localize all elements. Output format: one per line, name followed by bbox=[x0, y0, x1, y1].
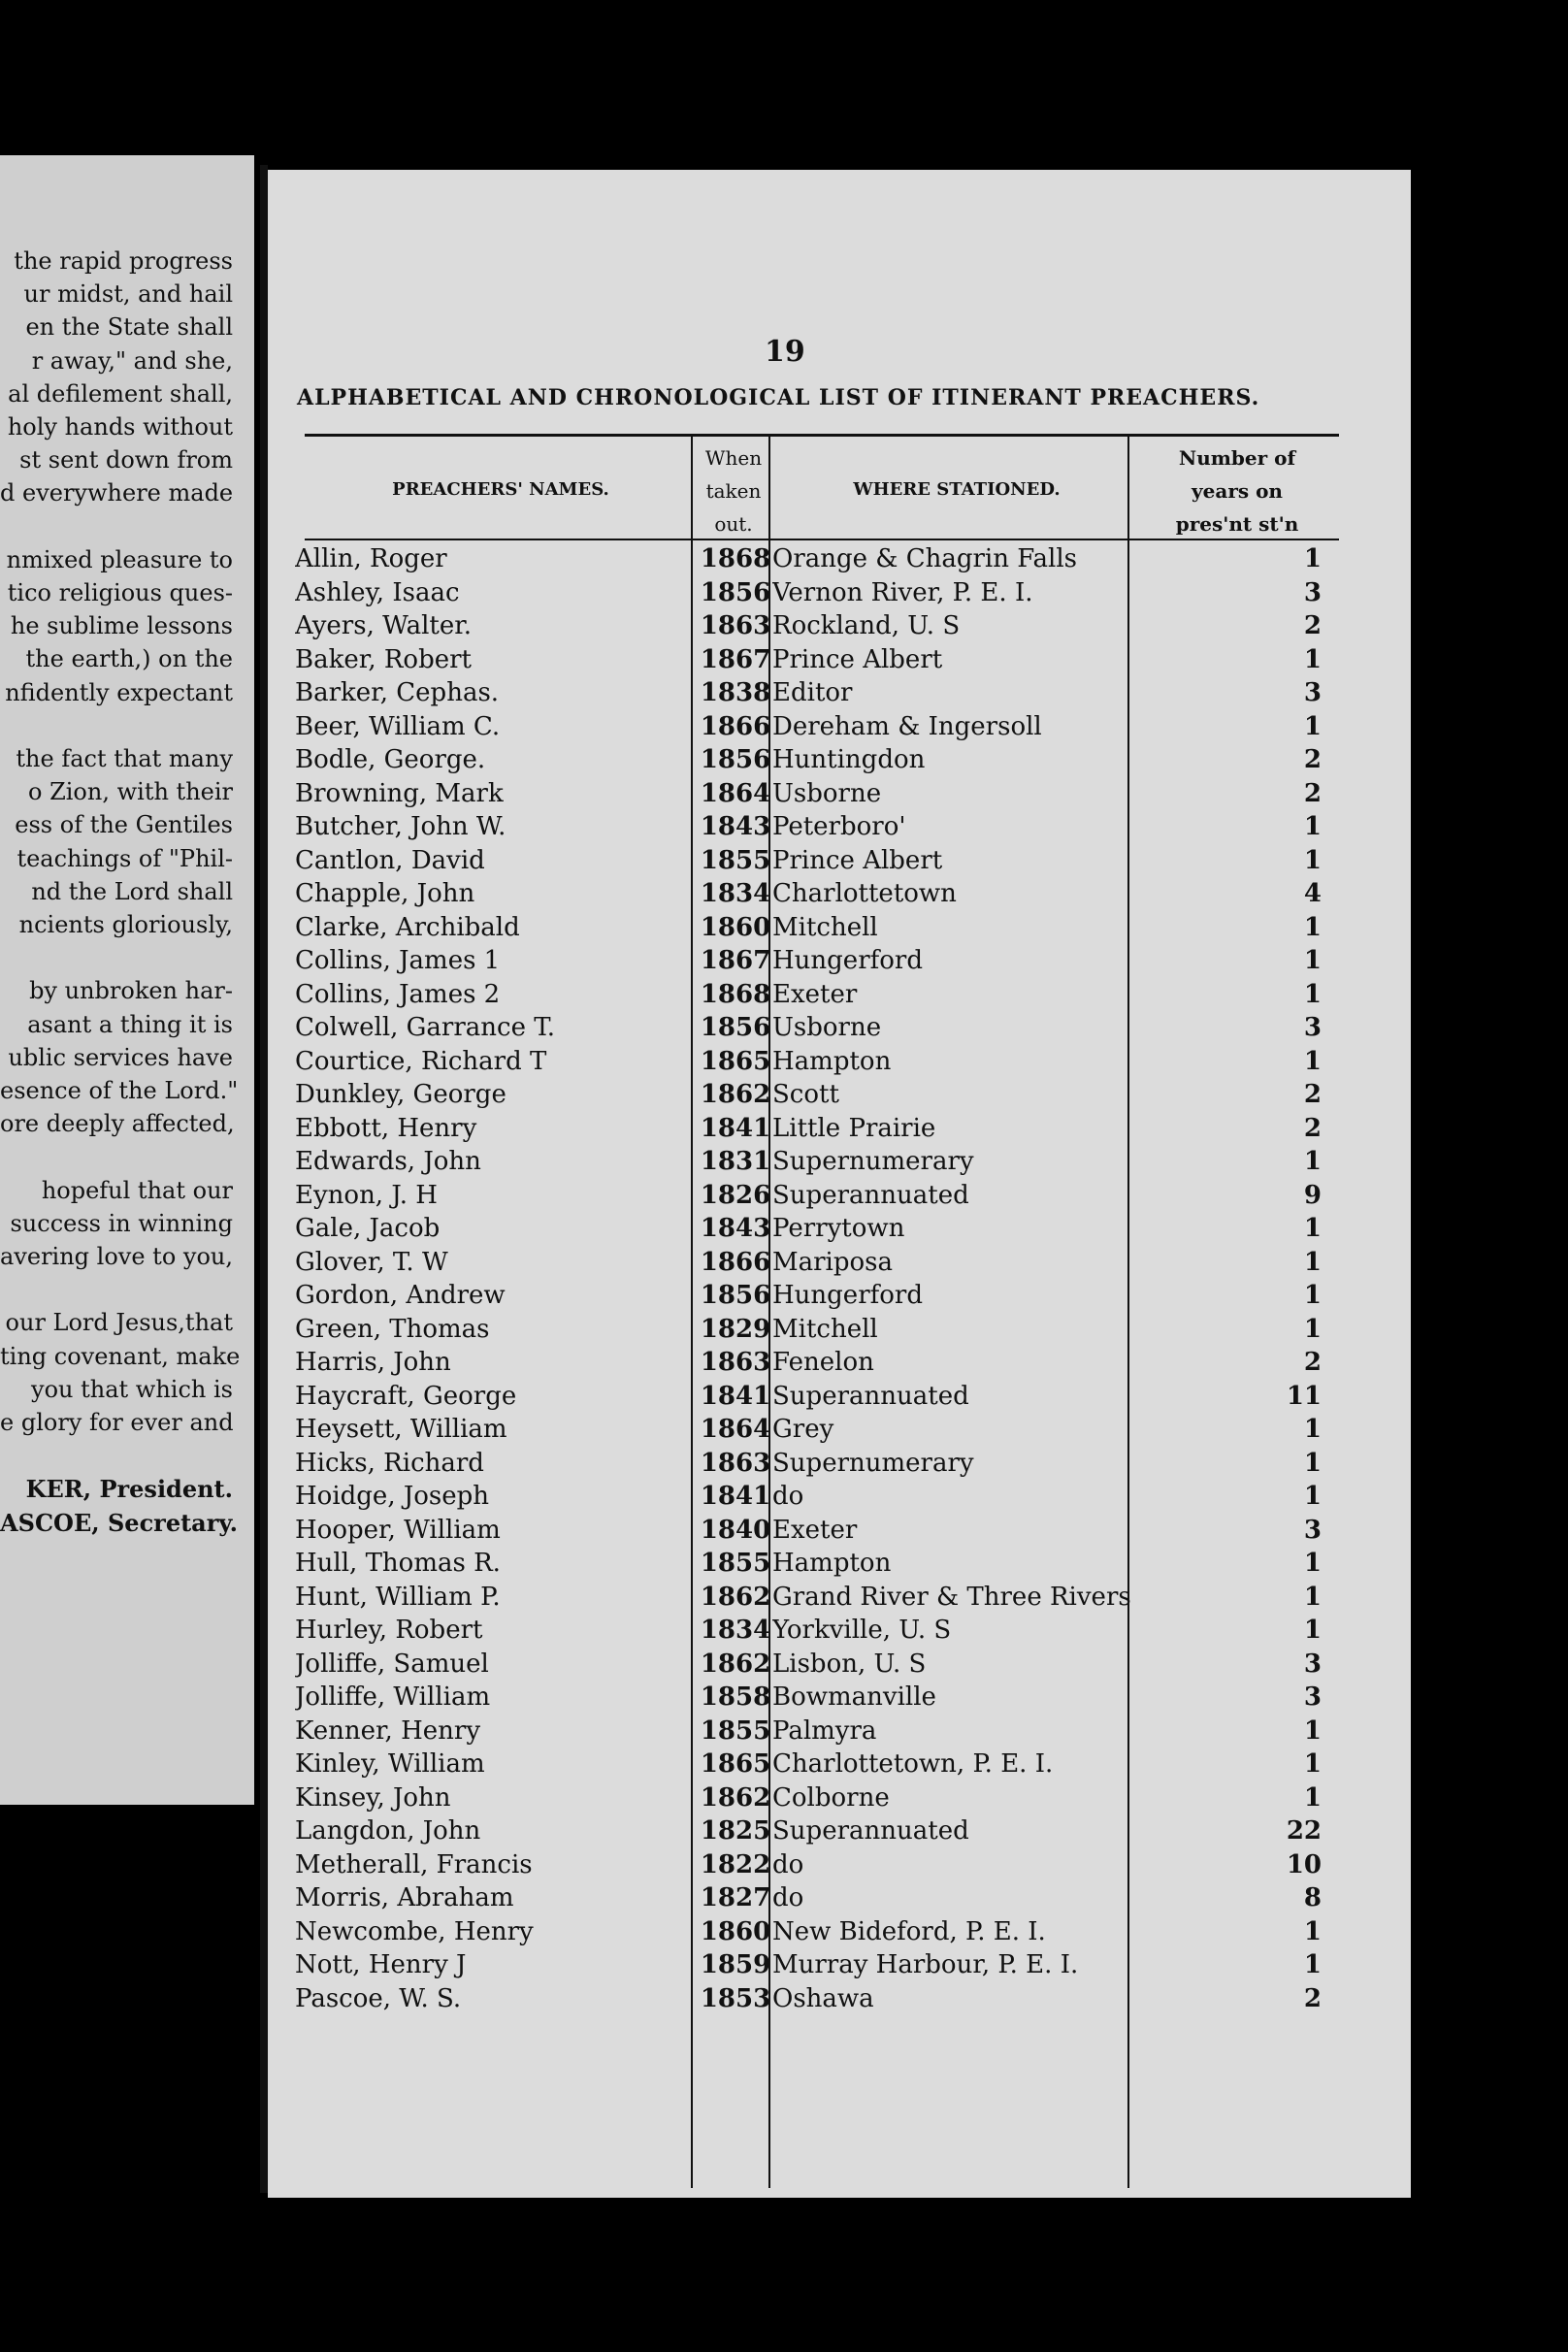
left-page-line: ASCOE, Secretary. bbox=[0, 1508, 238, 1537]
table-row bbox=[268, 1382, 1411, 1416]
station-name: Dereham & Ingersoll bbox=[772, 711, 1042, 741]
preacher-name: Allin, Roger bbox=[295, 544, 447, 573]
header-year bbox=[695, 441, 772, 540]
year-taken-out: 1831 bbox=[700, 1147, 771, 1176]
header-year-line3: out. bbox=[714, 512, 753, 536]
table-row bbox=[268, 1850, 1411, 1884]
years-on-station: 1 bbox=[1303, 1314, 1322, 1344]
year-taken-out: 1862 bbox=[700, 1582, 771, 1612]
left-page-line: ess of the Gentiles bbox=[15, 811, 233, 839]
preacher-name: Butcher, John W. bbox=[295, 812, 506, 841]
header-years-line2: years on bbox=[1192, 479, 1283, 503]
station-name: Supernumerary bbox=[772, 1147, 974, 1176]
left-page-line: by unbroken har- bbox=[29, 977, 233, 1005]
preacher-name: Courtice, Richard T bbox=[295, 1046, 547, 1076]
table-row bbox=[268, 1682, 1411, 1716]
year-taken-out: 1863 bbox=[700, 1348, 771, 1377]
years-on-station: 1 bbox=[1303, 1046, 1322, 1076]
preacher-name: Hoidge, Joseph bbox=[295, 1482, 490, 1511]
preacher-name: Haycraft, George bbox=[295, 1381, 517, 1411]
table-row bbox=[268, 1214, 1411, 1248]
preacher-name: Glover, T. W bbox=[295, 1247, 448, 1277]
left-page-line: he sublime lessons bbox=[10, 612, 233, 640]
year-taken-out: 1841 bbox=[700, 1113, 771, 1143]
preacher-name: Heysett, William bbox=[295, 1415, 507, 1444]
table-top-rule bbox=[305, 434, 1339, 437]
left-page-line: success in winning bbox=[10, 1209, 233, 1237]
station-name: Prince Albert bbox=[772, 644, 943, 674]
year-taken-out: 1867 bbox=[700, 946, 771, 975]
year-taken-out: 1865 bbox=[700, 1749, 771, 1779]
header-years-line3: pres'nt st'n bbox=[1175, 512, 1299, 536]
year-taken-out: 1855 bbox=[700, 1715, 771, 1746]
table-row bbox=[268, 1716, 1411, 1750]
left-page-line: the earth,) on the bbox=[25, 645, 233, 673]
years-on-station: 2 bbox=[1303, 778, 1322, 808]
station-name: Grand River & Three Rivers bbox=[772, 1582, 1131, 1612]
station-name: Mitchell bbox=[772, 912, 878, 942]
station-name: Superannuated bbox=[772, 1180, 969, 1210]
station-name: Hampton bbox=[772, 1549, 892, 1578]
year-taken-out: 1868 bbox=[700, 544, 771, 573]
left-page-line: r away," and she, bbox=[31, 346, 233, 375]
header-year-line2: taken bbox=[705, 479, 762, 503]
table-row bbox=[268, 645, 1411, 679]
left-page-line: ncients gloriously, bbox=[18, 911, 233, 938]
left-page-line: esence of the Lord." bbox=[0, 1077, 239, 1104]
year-taken-out: 1860 bbox=[700, 912, 771, 942]
year-taken-out: 1843 bbox=[700, 812, 771, 841]
header-names: PREACHERS' NAMES. bbox=[392, 479, 609, 500]
left-page-line: ublic services have bbox=[8, 1043, 233, 1071]
year-taken-out: 1867 bbox=[700, 644, 771, 674]
years-on-station: 2 bbox=[1303, 1080, 1322, 1109]
year-taken-out: 1834 bbox=[700, 1616, 771, 1645]
preacher-name: Dunkley, George bbox=[295, 1080, 506, 1109]
years-on-station: 1 bbox=[1303, 544, 1322, 573]
station-name: Grey bbox=[772, 1415, 834, 1444]
years-on-station: 1 bbox=[1303, 845, 1322, 875]
years-on-station: 1 bbox=[1303, 1147, 1322, 1176]
station-name: Mariposa bbox=[772, 1247, 894, 1277]
left-page-line: al defilement shall, bbox=[8, 379, 233, 408]
years-on-station: 1 bbox=[1303, 1281, 1322, 1310]
left-page-line: nfidently expectant bbox=[5, 678, 233, 706]
table-header-rule bbox=[305, 539, 1339, 540]
station-name: Exeter bbox=[772, 979, 858, 1009]
preacher-name: Barker, Cephas. bbox=[295, 678, 500, 707]
year-taken-out: 1868 bbox=[700, 979, 771, 1009]
station-name: Charlottetown bbox=[772, 879, 957, 908]
left-page-line: ur midst, and hail bbox=[23, 280, 233, 309]
station-name: Peterboro' bbox=[772, 812, 906, 841]
left-page-line: d everywhere made bbox=[0, 479, 234, 507]
left-page-line: the fact that many bbox=[16, 745, 233, 772]
years-on-station: 4 bbox=[1303, 879, 1322, 908]
preacher-name: Cantlon, David bbox=[295, 845, 485, 875]
left-page-line: hopeful that our bbox=[41, 1176, 233, 1204]
years-on-station: 1 bbox=[1303, 1749, 1322, 1779]
left-page-line: the rapid progress bbox=[14, 247, 233, 275]
station-name: Charlottetown, P. E. I. bbox=[772, 1749, 1054, 1779]
year-taken-out: 1841 bbox=[700, 1381, 771, 1411]
year-taken-out: 1866 bbox=[700, 711, 771, 741]
table-row bbox=[268, 712, 1411, 746]
preacher-name: Browning, Mark bbox=[295, 778, 504, 808]
station-name: New Bideford, P. E. I. bbox=[772, 1916, 1046, 1946]
preacher-name: Green, Thomas bbox=[295, 1314, 490, 1344]
table-row bbox=[268, 611, 1411, 645]
right-page bbox=[268, 170, 1411, 2198]
year-taken-out: 1862 bbox=[700, 1080, 771, 1109]
table-row bbox=[268, 1783, 1411, 1817]
station-name: Hungerford bbox=[772, 1281, 923, 1310]
left-page-fragment bbox=[0, 155, 254, 1805]
years-on-station: 2 bbox=[1303, 1983, 1322, 2013]
preacher-name: Ashley, Isaac bbox=[295, 577, 460, 607]
header-station: WHERE STATIONED. bbox=[853, 479, 1061, 500]
table-row bbox=[268, 1816, 1411, 1850]
table-row bbox=[268, 1181, 1411, 1215]
preacher-name: Pascoe, W. S. bbox=[295, 1983, 462, 2013]
year-taken-out: 1858 bbox=[700, 1682, 771, 1712]
station-name: do bbox=[772, 1883, 804, 1912]
year-taken-out: 1864 bbox=[700, 778, 771, 808]
years-on-station: 10 bbox=[1286, 1849, 1322, 1879]
years-on-station: 1 bbox=[1303, 1448, 1322, 1478]
table-row bbox=[268, 1650, 1411, 1683]
preacher-name: Jolliffe, Samuel bbox=[295, 1649, 489, 1679]
preacher-name: Harris, John bbox=[295, 1348, 451, 1377]
preacher-name: Gordon, Andrew bbox=[295, 1281, 506, 1310]
table-row bbox=[268, 678, 1411, 712]
years-on-station: 3 bbox=[1303, 1649, 1322, 1679]
station-name: Scott bbox=[772, 1080, 839, 1109]
year-taken-out: 1859 bbox=[700, 1950, 771, 1979]
header-year-line1: When bbox=[704, 446, 763, 470]
preacher-name: Kenner, Henry bbox=[295, 1715, 481, 1746]
table-row bbox=[268, 1917, 1411, 1951]
years-on-station: 1 bbox=[1303, 1482, 1322, 1511]
preacher-name: Langdon, John bbox=[295, 1816, 481, 1846]
years-on-station: 3 bbox=[1303, 1013, 1322, 1042]
station-name: Vernon River, P. E. I. bbox=[772, 577, 1033, 607]
table-row bbox=[268, 812, 1411, 846]
preacher-name: Hooper, William bbox=[295, 1515, 501, 1545]
year-taken-out: 1865 bbox=[700, 1046, 771, 1076]
preacher-name: Chapple, John bbox=[295, 879, 475, 908]
preacher-name: Morris, Abraham bbox=[295, 1883, 514, 1912]
left-page-line: en the State shall bbox=[25, 313, 233, 342]
year-taken-out: 1864 bbox=[700, 1415, 771, 1444]
years-on-station: 3 bbox=[1303, 1515, 1322, 1545]
preacher-name: Colwell, Garrance T. bbox=[295, 1013, 556, 1042]
preacher-name: Collins, James 2 bbox=[295, 979, 501, 1009]
table-row bbox=[268, 1482, 1411, 1516]
years-on-station: 1 bbox=[1303, 912, 1322, 942]
year-taken-out: 1860 bbox=[700, 1916, 771, 1946]
table-row bbox=[268, 1516, 1411, 1550]
preacher-name: Newcombe, Henry bbox=[295, 1916, 534, 1946]
year-taken-out: 1843 bbox=[700, 1214, 771, 1243]
year-taken-out: 1826 bbox=[700, 1180, 771, 1210]
year-taken-out: 1856 bbox=[700, 577, 771, 607]
left-page-line: ore deeply affected, bbox=[0, 1110, 235, 1138]
years-on-station: 11 bbox=[1286, 1381, 1322, 1411]
table-row bbox=[268, 745, 1411, 779]
left-page-line: ting covenant, make bbox=[0, 1342, 241, 1370]
years-on-station: 1 bbox=[1303, 1247, 1322, 1277]
preacher-name: Jolliffe, William bbox=[295, 1682, 491, 1712]
station-name: Hungerford bbox=[772, 946, 923, 975]
station-name: Little Prairie bbox=[772, 1113, 936, 1143]
left-page-line: tico religious ques- bbox=[7, 579, 233, 606]
table-row bbox=[268, 1248, 1411, 1282]
years-on-station: 1 bbox=[1303, 1415, 1322, 1444]
years-on-station: 1 bbox=[1303, 711, 1322, 741]
table-row bbox=[268, 1415, 1411, 1449]
table-row bbox=[268, 846, 1411, 880]
years-on-station: 8 bbox=[1303, 1883, 1322, 1912]
station-name: Superannuated bbox=[772, 1816, 969, 1846]
station-name: Huntingdon bbox=[772, 745, 926, 774]
table-row bbox=[268, 1147, 1411, 1181]
station-name: Editor bbox=[772, 678, 853, 707]
station-name: Bowmanville bbox=[772, 1682, 936, 1712]
years-on-station: 1 bbox=[1303, 644, 1322, 674]
left-page-line: avering love to you, bbox=[0, 1243, 233, 1270]
preacher-name: Ebbott, Henry bbox=[295, 1113, 477, 1143]
table-row bbox=[268, 1348, 1411, 1382]
years-on-station: 1 bbox=[1303, 1916, 1322, 1946]
left-page-line: holy hands without bbox=[7, 413, 233, 441]
preacher-name: Gale, Jacob bbox=[295, 1214, 441, 1243]
year-taken-out: 1853 bbox=[700, 1983, 771, 2013]
years-on-station: 1 bbox=[1303, 1214, 1322, 1243]
years-on-station: 1 bbox=[1303, 979, 1322, 1009]
table-row bbox=[268, 1047, 1411, 1081]
preacher-name: Clarke, Archibald bbox=[295, 912, 520, 942]
left-page-line: nmixed pleasure to bbox=[6, 545, 233, 573]
station-name: Lisbon, U. S bbox=[772, 1649, 927, 1679]
year-taken-out: 1855 bbox=[700, 845, 771, 875]
preacher-name: Nott, Henry J bbox=[295, 1950, 467, 1979]
year-taken-out: 1840 bbox=[700, 1515, 771, 1545]
year-taken-out: 1827 bbox=[700, 1883, 771, 1912]
table-row bbox=[268, 1114, 1411, 1148]
left-page-line: st sent down from bbox=[19, 446, 233, 474]
table-row bbox=[268, 946, 1411, 980]
station-name: Rockland, U. S bbox=[772, 611, 961, 640]
years-on-station: 3 bbox=[1303, 678, 1322, 707]
year-taken-out: 1866 bbox=[700, 1247, 771, 1277]
table-row bbox=[268, 879, 1411, 913]
years-on-station: 1 bbox=[1303, 812, 1322, 841]
left-page-line: teachings of "Phil- bbox=[16, 844, 233, 872]
table-row bbox=[268, 1449, 1411, 1483]
years-on-station: 1 bbox=[1303, 1782, 1322, 1813]
year-taken-out: 1862 bbox=[700, 1649, 771, 1679]
preacher-name: Beer, William C. bbox=[295, 711, 501, 741]
station-name: Usborne bbox=[772, 1013, 882, 1042]
table-row bbox=[268, 1616, 1411, 1650]
preacher-name: Ayers, Walter. bbox=[295, 611, 473, 640]
year-taken-out: 1863 bbox=[700, 1448, 771, 1478]
year-taken-out: 1862 bbox=[700, 1782, 771, 1813]
table-row bbox=[268, 1549, 1411, 1583]
years-on-station: 3 bbox=[1303, 1682, 1322, 1712]
page-number: 19 bbox=[765, 335, 805, 369]
years-on-station: 1 bbox=[1303, 1950, 1322, 1979]
year-taken-out: 1856 bbox=[700, 1281, 771, 1310]
table-row bbox=[268, 779, 1411, 813]
years-on-station: 2 bbox=[1303, 611, 1322, 640]
table-row bbox=[268, 1315, 1411, 1349]
station-name: Fenelon bbox=[772, 1348, 874, 1377]
station-name: Usborne bbox=[772, 778, 882, 808]
table-row bbox=[268, 1080, 1411, 1114]
years-on-station: 1 bbox=[1303, 1715, 1322, 1746]
table-row bbox=[268, 1583, 1411, 1617]
years-on-station: 2 bbox=[1303, 1348, 1322, 1377]
preacher-name: Hull, Thomas R. bbox=[295, 1549, 501, 1578]
years-on-station: 1 bbox=[1303, 1549, 1322, 1578]
year-taken-out: 1863 bbox=[700, 611, 771, 640]
station-name: do bbox=[772, 1482, 804, 1511]
station-name: Prince Albert bbox=[772, 845, 943, 875]
left-page-line: o Zion, with their bbox=[28, 778, 233, 806]
preacher-name: Hunt, William P. bbox=[295, 1582, 501, 1612]
year-taken-out: 1841 bbox=[700, 1482, 771, 1511]
station-name: Superannuated bbox=[772, 1381, 969, 1411]
preacher-name: Bodle, George. bbox=[295, 745, 486, 774]
table-row bbox=[268, 1013, 1411, 1047]
page-divider bbox=[260, 165, 268, 2193]
left-page-line: nd the Lord shall bbox=[31, 877, 233, 905]
year-taken-out: 1856 bbox=[700, 745, 771, 774]
table-row bbox=[268, 1749, 1411, 1783]
left-page-line: e glory for ever and bbox=[0, 1409, 234, 1436]
preacher-name: Baker, Robert bbox=[295, 644, 472, 674]
preacher-name: Kinley, William bbox=[295, 1749, 485, 1779]
table-row bbox=[268, 1281, 1411, 1315]
left-page-line: asant a thing it is bbox=[27, 1010, 233, 1038]
preacher-name: Hurley, Robert bbox=[295, 1616, 483, 1645]
preacher-name: Eynon, J. H bbox=[295, 1180, 438, 1210]
preacher-name: Hicks, Richard bbox=[295, 1448, 484, 1478]
table-row bbox=[268, 980, 1411, 1014]
preacher-name: Metherall, Francis bbox=[295, 1849, 533, 1879]
left-page-line: our Lord Jesus,that bbox=[5, 1309, 233, 1337]
station-name: Perrytown bbox=[772, 1214, 905, 1243]
year-taken-out: 1834 bbox=[700, 879, 771, 908]
years-on-station: 1 bbox=[1303, 946, 1322, 975]
station-name: do bbox=[772, 1849, 804, 1879]
table-row bbox=[268, 544, 1411, 578]
header-years-line1: Number of bbox=[1178, 446, 1296, 470]
year-taken-out: 1856 bbox=[700, 1013, 771, 1042]
year-taken-out: 1829 bbox=[700, 1314, 771, 1344]
year-taken-out: 1855 bbox=[700, 1549, 771, 1578]
table-row bbox=[268, 1950, 1411, 1984]
table-row bbox=[268, 1984, 1411, 2018]
station-name: Palmyra bbox=[772, 1715, 877, 1746]
station-name: Murray Harbour, P. E. I. bbox=[772, 1950, 1079, 1979]
years-on-station: 2 bbox=[1303, 1113, 1322, 1143]
left-page-line: you that which is bbox=[31, 1375, 233, 1403]
left-page-line: KER, President. bbox=[25, 1475, 233, 1504]
years-on-station: 3 bbox=[1303, 577, 1322, 607]
station-name: Oshawa bbox=[772, 1983, 874, 2013]
station-name: Yorkville, U. S bbox=[772, 1616, 952, 1645]
years-on-station: 22 bbox=[1286, 1816, 1322, 1846]
page-title: ALPHABETICAL AND CHRONOLOGICAL LIST OF ITINERANT PREACHERS. bbox=[297, 385, 1260, 410]
table-row bbox=[268, 913, 1411, 947]
year-taken-out: 1838 bbox=[700, 678, 771, 707]
years-on-station: 9 bbox=[1303, 1180, 1322, 1210]
year-taken-out: 1822 bbox=[700, 1849, 771, 1879]
years-on-station: 1 bbox=[1303, 1582, 1322, 1612]
header-years bbox=[1135, 441, 1339, 540]
year-taken-out: 1825 bbox=[700, 1816, 771, 1846]
table-row bbox=[268, 1883, 1411, 1917]
preacher-name: Collins, James 1 bbox=[295, 946, 501, 975]
station-name: Supernumerary bbox=[772, 1448, 974, 1478]
years-on-station: 1 bbox=[1303, 1616, 1322, 1645]
station-name: Hampton bbox=[772, 1046, 892, 1076]
years-on-station: 2 bbox=[1303, 745, 1322, 774]
table-row bbox=[268, 578, 1411, 612]
station-name: Exeter bbox=[772, 1515, 858, 1545]
station-name: Mitchell bbox=[772, 1314, 878, 1344]
preacher-name: Kinsey, John bbox=[295, 1782, 451, 1813]
station-name: Colborne bbox=[772, 1782, 890, 1813]
station-name: Orange & Chagrin Falls bbox=[772, 544, 1077, 573]
preacher-name: Edwards, John bbox=[295, 1147, 481, 1176]
